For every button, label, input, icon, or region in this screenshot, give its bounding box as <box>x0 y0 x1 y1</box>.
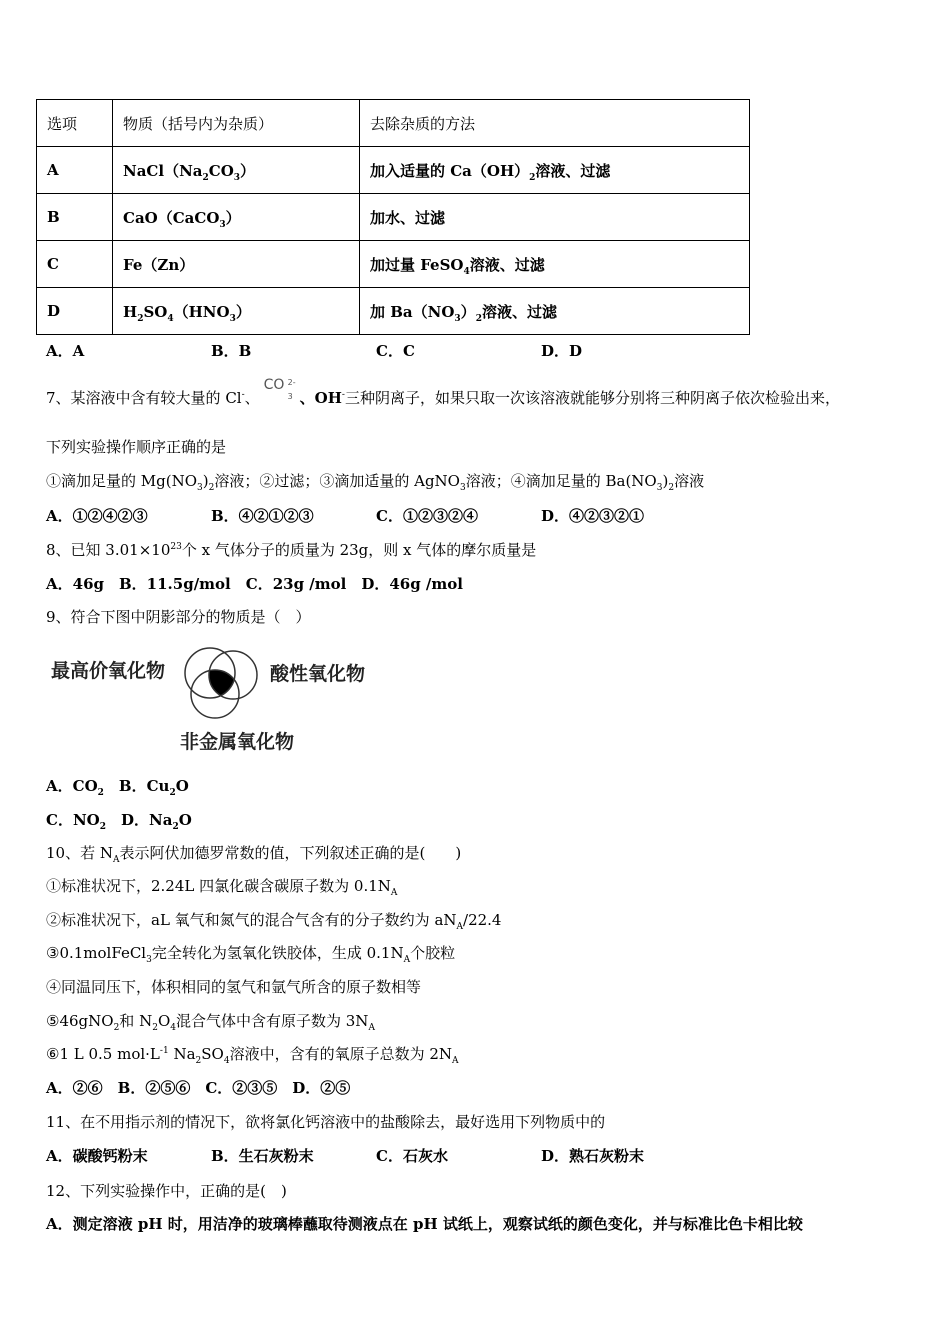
option-cell: C <box>37 241 113 288</box>
q10-statement-6: ⑥1 L 0.5 $mol\cdot L^{-1}$ $Na_2SO_4$溶液中，含有的氧原子总数为 $2N_A$ <box>46 1045 459 1066</box>
method-cell: 加水、过滤 <box>360 194 750 241</box>
q11-option-c: C．石灰水 <box>376 1147 448 1165</box>
q10-statement-2: ②标准状况下，aL 氧气和氮气的混合气含有的分子数约为 $aN_A/22.4$ <box>46 911 502 932</box>
q11-stem: 11、在不用指示剂的情况下，欲将氯化钙溶液中的盐酸除去，最好选用下列物质中的 <box>46 1113 606 1131</box>
q10-statement-5: ⑤46gNO$_2$和 $N_2O_4$混合气体中含有原子数为 $3N_A$ <box>46 1012 375 1033</box>
q7-operations: ①滴加足量的 $Mg(NO_3)_2$溶液；②过滤；③滴加适量的 AgNO$_3$溶液；④滴加足量的 $Ba(NO_3)_2$溶液 <box>46 472 705 493</box>
q11-option-b: B．生石灰粉末 <box>211 1147 314 1165</box>
q12-option-a: A．测定溶液 pH 时，用洁净的玻璃棒蘸取待测液点在 pH 试纸上，观察试纸的颜色变化，并与标准比色卡相比较 <box>46 1215 803 1233</box>
impurity-table <box>36 99 750 335</box>
q11-option-d: D．熟石灰粉末 <box>541 1147 645 1165</box>
q8-stem: 8、已知 $3.01\times 10^{23}$个 x 气体分子的质量为 23g，则 x 气体的摩尔质量是 <box>46 541 537 559</box>
q9-options-ab: A．$CO_2$ B．$Cu_2O$ <box>46 777 189 798</box>
q10-statement-1: ①标准状况下，2.24L 四氯化碳含碳原子数为 $0.1N_A$ <box>46 877 398 898</box>
method-cell: 加过量 FeSO$_4$溶液、过滤 <box>360 241 750 288</box>
table-header-cell: 去除杂质的方法 <box>360 100 750 147</box>
q7-stem: 7、某溶液中含有较大量的 Cl-、 CO 2- 3 、OH-三种阴离子，如果只取一次该溶液就能够分别将三种阴离子依次检验出来， <box>46 377 840 407</box>
method-cell: 加 $Ba(NO_3)_2$溶液、过滤 <box>360 288 750 335</box>
method-cell: 加入适量的 $Ca(OH)_2$溶液、过滤 <box>360 147 750 194</box>
option-cell: A <box>37 147 113 194</box>
answer-option-b: B．B <box>211 342 252 360</box>
table-row <box>37 288 750 335</box>
table-row <box>37 194 750 241</box>
q7-option-c: C．①②③②④ <box>376 507 478 525</box>
answer-option-a: A．A <box>46 342 85 360</box>
substance-cell: CaO（CaCO$_3$） <box>113 194 360 241</box>
table-row <box>37 241 750 288</box>
venn-circles <box>176 645 266 725</box>
q11-option-a: A．碳酸钙粉末 <box>46 1147 148 1165</box>
substance-cell: $NaCl(Na_2CO_3)$ <box>113 147 360 194</box>
table-header-cell: 选项 <box>37 100 113 147</box>
q7-stem-line2: 下列实验操作顺序正确的是 <box>46 438 227 456</box>
venn-label-right: 酸性氧化物 <box>270 663 366 685</box>
q10-options: A．②⑥ B．②⑤⑥ C．②③⑤ D．②⑤ <box>46 1079 351 1097</box>
q8-options: A．46g B．11.5g/mol C．23g /mol D．46g /mol <box>46 575 463 593</box>
table-header-cell: 物质（括号内为杂质） <box>113 100 360 147</box>
venn-label-left: 最高价氧化物 <box>51 660 166 682</box>
q9-options-cd: C．$NO_2$ D．$Na_2O$ <box>46 811 192 832</box>
q10-statement-4: ④同温同压下，体积相同的氢气和氩气所含的原子数相等 <box>46 978 422 996</box>
carbonate-ion-formula: CO 2- 3 <box>263 377 296 401</box>
q10-stem: 10、若 $N_A$表示阿伏加德罗常数的值，下列叙述正确的是( ) <box>46 844 462 865</box>
substance-cell: Fe（Zn） <box>113 241 360 288</box>
q7-option-a: A．①②④②③ <box>46 507 148 525</box>
q12-stem: 12、下列实验操作中，正确的是( ) <box>46 1182 287 1200</box>
q7-option-d: D．④②③②① <box>541 507 645 525</box>
q10-statement-3: ③0.1molFeCl$_3$完全转化为氢氧化铁胶体，生成 $0.1N_A$个胶粒 <box>46 944 456 965</box>
table-row <box>37 147 750 194</box>
option-cell: D <box>37 288 113 335</box>
q9-stem: 9、符合下图中阴影部分的物质是（ ） <box>46 608 311 626</box>
answer-option-d: D．D <box>541 342 583 360</box>
table-header-row <box>37 100 750 147</box>
substance-cell: $H_2SO_4(HNO_3)$ <box>113 288 360 335</box>
q7-option-b: B．④②①②③ <box>211 507 314 525</box>
option-cell: B <box>37 194 113 241</box>
venn-label-bottom: 非金属氧化物 <box>180 731 295 753</box>
answer-option-c: C．C <box>376 342 415 360</box>
venn-diagram <box>46 640 386 755</box>
